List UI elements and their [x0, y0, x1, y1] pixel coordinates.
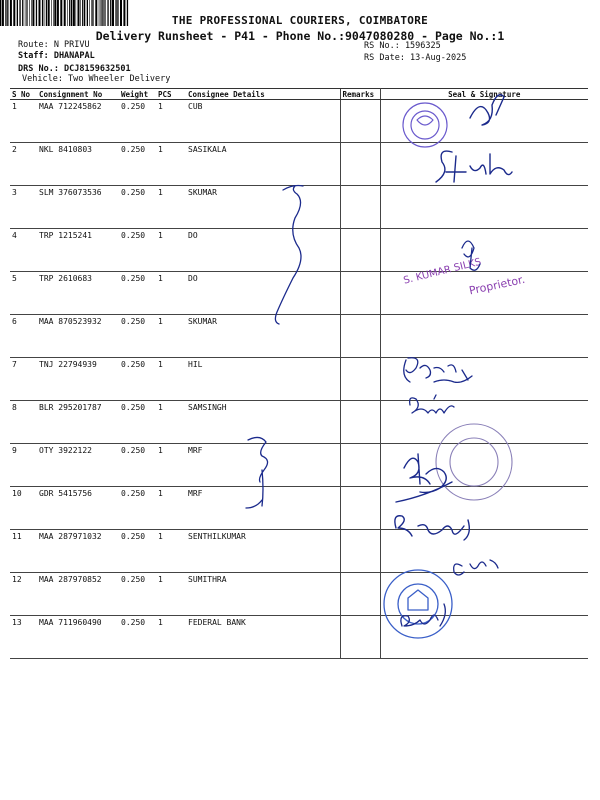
- row-sno: 5: [10, 272, 37, 315]
- row-weight: 0.250: [119, 616, 156, 659]
- row-remarks: [340, 573, 380, 616]
- row-sno: 10: [10, 487, 37, 530]
- row-remarks: [340, 229, 380, 272]
- row-signature: [380, 401, 588, 444]
- silks-stamp-text: S. KUMAR SILKS: [402, 256, 483, 287]
- row-sno: 6: [10, 315, 37, 358]
- row-pcs: 1: [156, 616, 186, 659]
- row-weight: 0.250: [119, 444, 156, 487]
- row-consignment-no: TRP 1215241: [37, 229, 119, 272]
- row-consignee: DO: [186, 272, 340, 315]
- row-signature: [380, 616, 588, 659]
- table-row: [10, 401, 588, 444]
- row-pcs: 1: [156, 100, 186, 143]
- row-sno: 13: [10, 616, 37, 659]
- row-consignment-no: TNJ 22794939: [37, 358, 119, 401]
- row-consignment-no: GDR 5415756: [37, 487, 119, 530]
- row-pcs: 1: [156, 186, 186, 229]
- col-sno-header: S No: [10, 89, 37, 100]
- row-remarks: [340, 272, 380, 315]
- table-row: [10, 530, 588, 573]
- row-remarks: [340, 487, 380, 530]
- row-consignee: SKUMAR: [186, 315, 340, 358]
- table-row: [10, 444, 588, 487]
- table-row: [10, 100, 588, 143]
- row-weight: 0.250: [119, 315, 156, 358]
- table-row: [10, 272, 588, 315]
- row-pcs: 1: [156, 358, 186, 401]
- row-signature: [380, 229, 588, 272]
- row-consignee: FEDERAL BANK: [186, 616, 340, 659]
- row-weight: 0.250: [119, 358, 156, 401]
- table-row: [10, 315, 588, 358]
- row-pcs: 1: [156, 229, 186, 272]
- row-remarks: [340, 100, 380, 143]
- vehicle-label: Vehicle: Two Wheeler Delivery: [22, 74, 171, 84]
- col-consignment-header: Consignment No: [37, 89, 119, 100]
- col-weight-header: Weight: [119, 89, 156, 100]
- row-consignee: MRF: [186, 487, 340, 530]
- table-row: [10, 229, 588, 272]
- runsheet-table: [10, 88, 588, 659]
- row-sno: 11: [10, 530, 37, 573]
- row-pcs: 1: [156, 487, 186, 530]
- rs-date: RS Date: 13-Aug-2025: [364, 53, 467, 63]
- row-signature: [380, 100, 588, 143]
- row-weight: 0.250: [119, 487, 156, 530]
- row-consignee: SKUMAR: [186, 186, 340, 229]
- row-signature: [380, 315, 588, 358]
- row-consignee: MRF: [186, 444, 340, 487]
- row-remarks: [340, 401, 380, 444]
- row-sno: 7: [10, 358, 37, 401]
- row-pcs: 1: [156, 401, 186, 444]
- row-sno: 1: [10, 100, 37, 143]
- row-weight: 0.250: [119, 100, 156, 143]
- row-weight: 0.250: [119, 401, 156, 444]
- row-weight: 0.250: [119, 530, 156, 573]
- row-pcs: 1: [156, 530, 186, 573]
- table-header-row: [10, 89, 588, 100]
- row-sno: 12: [10, 573, 37, 616]
- row-consignment-no: OTY 3922122: [37, 444, 119, 487]
- row-consignee: SUMITHRA: [186, 573, 340, 616]
- row-weight: 0.250: [119, 573, 156, 616]
- row-weight: 0.250: [119, 272, 156, 315]
- row-signature: [380, 573, 588, 616]
- table-row: [10, 487, 588, 530]
- row-remarks: [340, 358, 380, 401]
- proprietor-stamp-text: Proprietor.: [467, 272, 527, 298]
- row-pcs: 1: [156, 143, 186, 186]
- row-signature: [380, 143, 588, 186]
- row-signature: [380, 186, 588, 229]
- row-remarks: [340, 315, 380, 358]
- row-consignment-no: TRP 2610683: [37, 272, 119, 315]
- row-consignment-no: MAA 287970852: [37, 573, 119, 616]
- row-consignment-no: NKL 8410803: [37, 143, 119, 186]
- row-signature: [380, 487, 588, 530]
- row-remarks: [340, 143, 380, 186]
- row-signature: [380, 530, 588, 573]
- row-consignee: SAMSINGH: [186, 401, 340, 444]
- row-consignee: SENTHILKUMAR: [186, 530, 340, 573]
- row-sno: 4: [10, 229, 37, 272]
- table-row: [10, 358, 588, 401]
- row-signature: [380, 272, 588, 315]
- row-consignment-no: SLM 376073536: [37, 186, 119, 229]
- table-row: [10, 143, 588, 186]
- row-consignment-no: MAA 711960490: [37, 616, 119, 659]
- row-pcs: 1: [156, 272, 186, 315]
- row-sno: 9: [10, 444, 37, 487]
- row-weight: 0.250: [119, 143, 156, 186]
- row-pcs: 1: [156, 444, 186, 487]
- row-consignment-no: MAA 870523932: [37, 315, 119, 358]
- rs-number: RS No.: 1596325: [364, 41, 441, 51]
- row-consignee: SASIKALA: [186, 143, 340, 186]
- row-remarks: [340, 616, 380, 659]
- row-consignment-no: BLR 295201787: [37, 401, 119, 444]
- row-weight: 0.250: [119, 186, 156, 229]
- row-remarks: [340, 530, 380, 573]
- row-remarks: [340, 444, 380, 487]
- row-weight: 0.250: [119, 229, 156, 272]
- row-consignment-no: MAA 712245862: [37, 100, 119, 143]
- row-consignee: HIL: [186, 358, 340, 401]
- table-row: [10, 186, 588, 229]
- row-signature: [380, 444, 588, 487]
- company-name: THE PROFESSIONAL COURIERS, COIMBATORE: [171, 14, 429, 27]
- row-remarks: [340, 186, 380, 229]
- drs-number: DRS No.: DCJ8159632501: [18, 64, 131, 74]
- col-remarks-header: Remarks: [340, 89, 380, 100]
- col-pcs-header: PCS: [156, 89, 186, 100]
- col-consignee-header: Consignee Details: [186, 89, 340, 100]
- route-label: Route: N PRIVU: [18, 40, 90, 50]
- row-pcs: 1: [156, 315, 186, 358]
- row-sno: 3: [10, 186, 37, 229]
- row-consignee: DO: [186, 229, 340, 272]
- row-signature: [380, 358, 588, 401]
- staff-label: Staff: DHANAPAL: [18, 51, 95, 61]
- col-signature-header: Seal & Signature: [380, 89, 588, 100]
- row-consignment-no: MAA 287971032: [37, 530, 119, 573]
- table-row: [10, 616, 588, 659]
- runsheet-title: Delivery Runsheet - P41 - Phone No.:9047080280 - Page No.:1: [95, 29, 505, 43]
- row-sno: 2: [10, 143, 37, 186]
- row-pcs: 1: [156, 573, 186, 616]
- row-sno: 8: [10, 401, 37, 444]
- table-row: [10, 573, 588, 616]
- row-consignee: CUB: [186, 100, 340, 143]
